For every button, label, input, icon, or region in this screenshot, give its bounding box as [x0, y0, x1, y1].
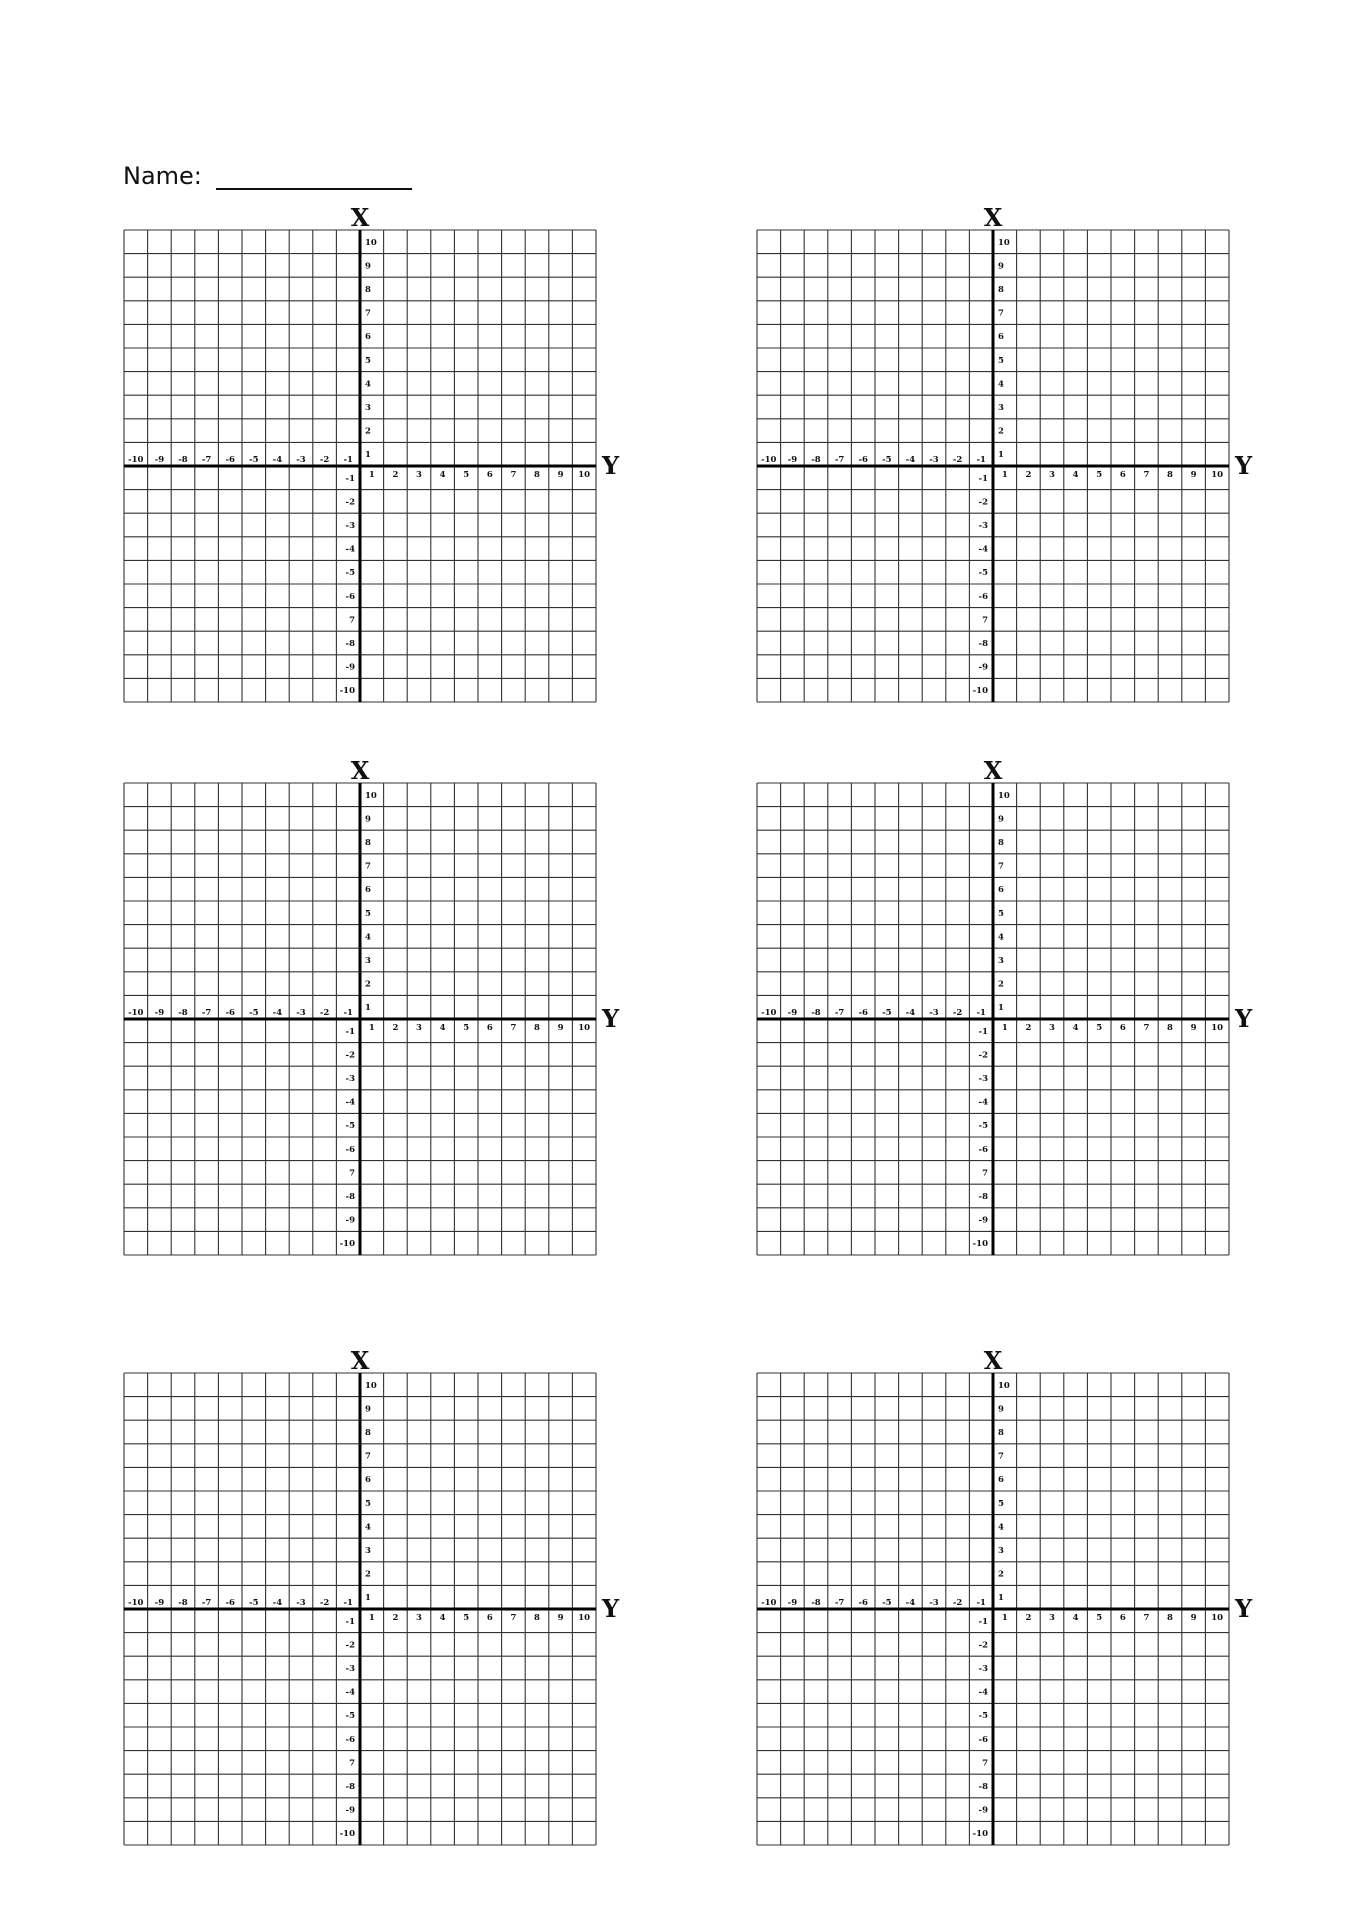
y-tick-label: 10 [998, 1380, 1010, 1391]
y-tick-label: -4 [345, 1097, 355, 1108]
y-tick-label: 2 [365, 1569, 371, 1580]
y-tick-label: 7 [998, 308, 1004, 319]
y-tick-label: 6 [998, 332, 1004, 343]
x-tick-label: 9 [1190, 1613, 1197, 1623]
y-tick-label: 6 [998, 1475, 1004, 1486]
x-tick-label: -6 [225, 1008, 235, 1018]
y-tick-label: 2 [365, 979, 371, 990]
y-tick-label: -4 [345, 1687, 355, 1698]
y-tick-label: 7 [365, 1451, 371, 1462]
x-tick-label: 1 [1001, 1613, 1008, 1623]
x-tick-label: 3 [1049, 1023, 1055, 1033]
y-tick-label: -1 [978, 1616, 988, 1627]
y-tick-label: -5 [345, 568, 355, 579]
x-tick-label: -3 [929, 455, 939, 465]
x-tick-label: -1 [976, 455, 986, 465]
x-tick-label: 8 [1167, 1613, 1173, 1623]
y-tick-label: 7 [998, 1451, 1004, 1462]
y-tick-label: -3 [978, 1664, 988, 1674]
y-tick-label: -6 [345, 591, 355, 602]
x-tick-label: -10 [761, 1598, 777, 1608]
y-tick-label: 9 [998, 1404, 1004, 1415]
x-tick-label: -10 [761, 455, 777, 465]
x-tick-label: -9 [787, 1008, 798, 1018]
x-tick-label: 6 [1119, 1613, 1126, 1623]
x-tick-label: -2 [952, 1008, 963, 1018]
x-tick-label: -8 [178, 455, 188, 465]
x-tick-label: -10 [761, 1008, 777, 1018]
right-axis-title: Y [1235, 1004, 1253, 1033]
y-tick-label: 3 [365, 1546, 371, 1556]
x-tick-label: -5 [882, 1598, 892, 1608]
x-tick-label: 2 [392, 1023, 399, 1033]
x-tick-label: -1 [343, 455, 353, 465]
y-tick-label: 5 [998, 1498, 1004, 1509]
x-tick-label: 8 [1167, 470, 1173, 480]
y-tick-label: 2 [998, 426, 1004, 437]
y-tick-label: 3 [365, 403, 371, 413]
x-tick-label: -10 [128, 1008, 144, 1018]
y-tick-label: -5 [345, 1711, 355, 1722]
y-tick-label: -2 [978, 1640, 988, 1651]
x-tick-label: 7 [1143, 1613, 1150, 1623]
y-tick-label: -10 [339, 1829, 355, 1840]
coordinate-grid-5[interactable] [124, 1348, 644, 1848]
x-tick-label: 4 [1072, 1613, 1079, 1623]
y-tick-label: -1 [345, 473, 355, 484]
x-tick-label: -9 [787, 1598, 798, 1608]
x-tick-label: -4 [272, 1008, 283, 1018]
y-tick-label: 7 [349, 615, 355, 626]
y-tick-label: -1 [978, 1026, 988, 1037]
x-tick-label: -8 [178, 1008, 188, 1018]
x-tick-label: 7 [1143, 1023, 1150, 1033]
y-tick-label: -5 [978, 568, 988, 579]
y-tick-label: -1 [978, 473, 988, 484]
x-tick-label: -10 [128, 1598, 144, 1608]
x-tick-label: -8 [811, 1598, 821, 1608]
y-tick-label: 5 [365, 355, 371, 366]
y-tick-label: 7 [982, 1168, 988, 1179]
y-tick-label: 9 [998, 814, 1004, 825]
y-tick-label: 10 [365, 1380, 377, 1391]
y-tick-label: 3 [998, 956, 1004, 966]
y-tick-label: -9 [978, 1215, 988, 1226]
x-tick-label: 3 [416, 470, 422, 480]
y-tick-label: 10 [365, 790, 377, 801]
y-tick-label: 4 [365, 1522, 371, 1533]
y-tick-label: 2 [998, 1569, 1004, 1580]
x-tick-label: 3 [1049, 470, 1055, 480]
x-tick-label: -3 [929, 1598, 939, 1608]
x-tick-label: 6 [486, 1023, 493, 1033]
y-tick-label: -8 [345, 1782, 355, 1792]
x-tick-label: 1 [368, 1023, 375, 1033]
x-tick-label: -4 [905, 1598, 916, 1608]
y-tick-label: -8 [345, 639, 355, 649]
y-tick-label: 1 [365, 450, 371, 461]
x-tick-label: 2 [1025, 1613, 1032, 1623]
y-tick-label: -2 [978, 1050, 988, 1061]
y-tick-label: -10 [972, 1829, 988, 1840]
coordinate-grid-1[interactable] [124, 205, 644, 705]
x-tick-label: -7 [201, 1008, 212, 1018]
coordinate-grid-6[interactable] [757, 1348, 1277, 1848]
x-tick-label: 3 [416, 1023, 422, 1033]
y-tick-label: -10 [972, 686, 988, 697]
x-tick-label: 10 [578, 470, 591, 480]
y-tick-label: 4 [998, 379, 1004, 390]
y-tick-label: 7 [998, 861, 1004, 872]
x-tick-label: -3 [296, 455, 306, 465]
x-tick-label: -6 [858, 455, 868, 465]
x-tick-label: 9 [557, 1023, 564, 1033]
y-tick-label: -1 [345, 1026, 355, 1037]
x-tick-label: -10 [128, 455, 144, 465]
y-tick-label: -9 [345, 662, 355, 673]
x-tick-label: 7 [510, 470, 517, 480]
right-axis-title: Y [602, 1004, 620, 1033]
x-tick-label: -1 [976, 1008, 986, 1018]
y-tick-label: 6 [365, 885, 371, 896]
y-tick-label: 1 [998, 1593, 1004, 1604]
y-tick-label: -10 [339, 1239, 355, 1250]
x-tick-label: 5 [463, 1023, 470, 1033]
right-axis-title: Y [602, 451, 620, 480]
x-tick-label: 4 [439, 1023, 446, 1033]
x-tick-label: -9 [154, 1598, 165, 1608]
y-tick-label: 4 [998, 932, 1004, 943]
x-tick-label: -2 [952, 1598, 963, 1608]
top-axis-title: X [983, 203, 1003, 232]
y-tick-label: 8 [998, 838, 1004, 848]
y-tick-label: -3 [345, 1664, 355, 1674]
y-tick-label: -9 [978, 1805, 988, 1816]
x-tick-label: -9 [154, 455, 165, 465]
x-tick-label: 2 [392, 470, 399, 480]
coordinate-grid-2[interactable] [757, 205, 1277, 705]
y-tick-label: -10 [972, 1239, 988, 1250]
x-tick-label: -5 [249, 1008, 259, 1018]
coordinate-grid-3[interactable] [124, 758, 644, 1258]
x-tick-label: -7 [201, 1598, 212, 1608]
x-tick-label: 9 [1190, 1023, 1197, 1033]
y-tick-label: -4 [978, 1097, 988, 1108]
y-tick-label: 4 [998, 1522, 1004, 1533]
x-tick-label: 1 [1001, 470, 1008, 480]
x-tick-label: 5 [463, 1613, 470, 1623]
x-tick-label: 9 [557, 470, 564, 480]
x-tick-label: -8 [178, 1598, 188, 1608]
y-tick-label: -2 [345, 1640, 355, 1651]
y-tick-label: -6 [345, 1144, 355, 1155]
y-tick-label: 3 [998, 1546, 1004, 1556]
x-tick-label: 5 [1096, 1023, 1103, 1033]
y-tick-label: -5 [345, 1121, 355, 1132]
x-tick-label: 10 [1211, 470, 1224, 480]
top-axis-title: X [983, 1346, 1003, 1375]
y-tick-label: -8 [345, 1192, 355, 1202]
x-tick-label: 6 [486, 470, 493, 480]
y-tick-label: -3 [345, 1074, 355, 1084]
top-axis-title: X [350, 1346, 370, 1375]
y-tick-label: 5 [998, 908, 1004, 919]
y-tick-label: 1 [998, 1003, 1004, 1014]
x-tick-label: -6 [225, 1598, 235, 1608]
y-tick-label: 7 [349, 1168, 355, 1179]
x-tick-label: 1 [368, 470, 375, 480]
x-tick-label: -5 [249, 455, 259, 465]
x-tick-label: -8 [811, 455, 821, 465]
x-tick-label: 4 [1072, 1023, 1079, 1033]
x-tick-label: 5 [463, 470, 470, 480]
y-tick-label: -6 [978, 1144, 988, 1155]
x-tick-label: -2 [319, 1008, 330, 1018]
right-axis-title: Y [1235, 1594, 1253, 1623]
x-tick-label: 6 [1119, 1023, 1126, 1033]
y-tick-label: 6 [365, 332, 371, 343]
y-tick-label: -3 [345, 521, 355, 531]
y-tick-label: 5 [998, 355, 1004, 366]
x-tick-label: -2 [319, 1598, 330, 1608]
x-tick-label: 3 [416, 1613, 422, 1623]
x-tick-label: -1 [343, 1008, 353, 1018]
x-tick-label: 8 [534, 1023, 540, 1033]
y-tick-label: -9 [345, 1805, 355, 1816]
y-tick-label: 10 [998, 237, 1010, 248]
x-tick-label: 2 [392, 1613, 399, 1623]
y-tick-label: 9 [998, 261, 1004, 272]
x-tick-label: 8 [534, 470, 540, 480]
x-tick-label: -2 [319, 455, 330, 465]
x-tick-label: -3 [296, 1598, 306, 1608]
name-blank-line[interactable] [216, 164, 412, 190]
y-tick-label: 6 [998, 885, 1004, 896]
y-tick-label: -3 [978, 1074, 988, 1084]
y-tick-label: 3 [365, 956, 371, 966]
x-tick-label: -9 [787, 455, 798, 465]
y-tick-label: 5 [365, 908, 371, 919]
x-tick-label: 8 [1167, 1023, 1173, 1033]
x-tick-label: 1 [1001, 1023, 1008, 1033]
y-tick-label: 2 [365, 426, 371, 437]
x-tick-label: 5 [1096, 470, 1103, 480]
x-tick-label: -5 [249, 1598, 259, 1608]
y-tick-label: 5 [365, 1498, 371, 1509]
x-tick-label: -5 [882, 1008, 892, 1018]
coordinate-grid-4[interactable] [757, 758, 1277, 1258]
y-tick-label: -8 [978, 1192, 988, 1202]
x-tick-label: -5 [882, 455, 892, 465]
x-tick-label: -6 [858, 1598, 868, 1608]
y-tick-label: 8 [365, 285, 371, 295]
y-tick-label: -6 [978, 1734, 988, 1745]
x-tick-label: -1 [976, 1598, 986, 1608]
x-tick-label: -7 [834, 1598, 845, 1608]
y-tick-label: 8 [365, 838, 371, 848]
x-tick-label: -3 [929, 1008, 939, 1018]
y-tick-label: 8 [998, 1428, 1004, 1438]
y-tick-label: 7 [982, 1758, 988, 1769]
x-tick-label: 3 [1049, 1613, 1055, 1623]
right-axis-title: Y [1235, 451, 1253, 480]
y-tick-label: 7 [982, 615, 988, 626]
name-field-row [123, 162, 412, 190]
y-tick-label: -9 [978, 662, 988, 673]
x-tick-label: 6 [1119, 470, 1126, 480]
x-tick-label: 10 [1211, 1613, 1224, 1623]
y-tick-label: 9 [365, 814, 371, 825]
x-tick-label: -4 [272, 1598, 283, 1608]
name-label: Name: [123, 162, 202, 190]
x-tick-label: 6 [486, 1613, 493, 1623]
y-tick-label: 3 [998, 403, 1004, 413]
x-tick-label: -9 [154, 1008, 165, 1018]
y-tick-label: -2 [978, 497, 988, 508]
x-tick-label: 7 [510, 1613, 517, 1623]
x-tick-label: 10 [578, 1023, 591, 1033]
y-tick-label: 7 [349, 1758, 355, 1769]
y-tick-label: -6 [345, 1734, 355, 1745]
x-tick-label: 4 [439, 470, 446, 480]
y-tick-label: 9 [365, 1404, 371, 1415]
x-tick-label: -8 [811, 1008, 821, 1018]
y-tick-label: -8 [978, 1782, 988, 1792]
y-tick-label: 6 [365, 1475, 371, 1486]
x-tick-label: -7 [834, 455, 845, 465]
y-tick-label: 2 [998, 979, 1004, 990]
x-tick-label: 9 [1190, 470, 1197, 480]
x-tick-label: 5 [1096, 1613, 1103, 1623]
y-tick-label: 7 [365, 861, 371, 872]
top-axis-title: X [983, 756, 1003, 785]
top-axis-title: X [350, 203, 370, 232]
y-tick-label: 4 [365, 379, 371, 390]
x-tick-label: 7 [510, 1023, 517, 1033]
y-tick-label: -2 [345, 1050, 355, 1061]
right-axis-title: Y [602, 1594, 620, 1623]
y-tick-label: -8 [978, 639, 988, 649]
y-tick-label: 7 [365, 308, 371, 319]
y-tick-label: -2 [345, 497, 355, 508]
x-tick-label: 2 [1025, 1023, 1032, 1033]
y-tick-label: 8 [365, 1428, 371, 1438]
y-tick-label: 10 [365, 237, 377, 248]
x-tick-label: 4 [439, 1613, 446, 1623]
x-tick-label: 2 [1025, 470, 1032, 480]
y-tick-label: -3 [978, 521, 988, 531]
x-tick-label: 7 [1143, 470, 1150, 480]
y-tick-label: -4 [978, 544, 988, 555]
y-tick-label: -1 [345, 1616, 355, 1627]
x-tick-label: -6 [858, 1008, 868, 1018]
x-tick-label: -4 [905, 1008, 916, 1018]
x-tick-label: -3 [296, 1008, 306, 1018]
y-tick-label: 1 [365, 1593, 371, 1604]
x-tick-label: 9 [557, 1613, 564, 1623]
x-tick-label: -6 [225, 455, 235, 465]
x-tick-label: -7 [201, 455, 212, 465]
y-tick-label: -6 [978, 591, 988, 602]
x-tick-label: -4 [272, 455, 283, 465]
x-tick-label: -1 [343, 1598, 353, 1608]
y-tick-label: 1 [998, 450, 1004, 461]
y-tick-label: 10 [998, 790, 1010, 801]
top-axis-title: X [350, 756, 370, 785]
y-tick-label: -4 [345, 544, 355, 555]
x-tick-label: -4 [905, 455, 916, 465]
y-tick-label: 9 [365, 261, 371, 272]
y-tick-label: -5 [978, 1711, 988, 1722]
x-tick-label: 10 [1211, 1023, 1224, 1033]
y-tick-label: -10 [339, 686, 355, 697]
y-tick-label: 1 [365, 1003, 371, 1014]
y-tick-label: -4 [978, 1687, 988, 1698]
y-tick-label: 4 [365, 932, 371, 943]
y-tick-label: -5 [978, 1121, 988, 1132]
x-tick-label: -7 [834, 1008, 845, 1018]
x-tick-label: -2 [952, 455, 963, 465]
x-tick-label: 10 [578, 1613, 591, 1623]
y-tick-label: 8 [998, 285, 1004, 295]
x-tick-label: 4 [1072, 470, 1079, 480]
x-tick-label: 8 [534, 1613, 540, 1623]
y-tick-label: -9 [345, 1215, 355, 1226]
x-tick-label: 1 [368, 1613, 375, 1623]
